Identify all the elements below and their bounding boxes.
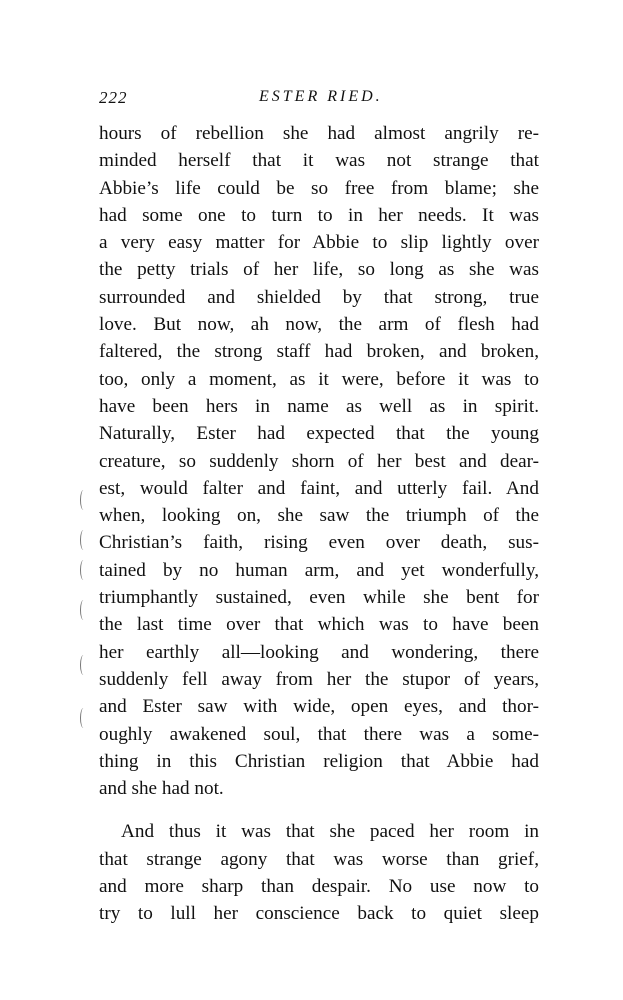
text-line: her earthly all—looking and wondering, there	[99, 641, 539, 663]
text-line: Christian’s faith, rising even over death, sus-	[99, 532, 539, 554]
text-line: Abbie’s life could be so free from blame; she	[99, 177, 539, 199]
body-text	[99, 120, 539, 928]
margin-mark	[80, 655, 87, 675]
text-line: a very easy matter for Abbie to slip lightly over	[99, 232, 539, 254]
text-line: try to lull her conscience back to quiet sleep	[99, 903, 539, 925]
paragraph-1	[99, 120, 539, 802]
text-line: and more sharp than despair. No use now to	[99, 876, 539, 898]
text-line: the last time over that which was to have been	[99, 614, 539, 636]
margin-mark	[80, 560, 87, 580]
paragraph-2	[99, 818, 539, 927]
text-line: suddenly fell away from her the stupor of years,	[99, 668, 539, 690]
text-line: creature, so suddenly shorn of her best and dear-	[99, 450, 539, 472]
margin-mark	[80, 530, 87, 550]
paragraph-gap	[99, 802, 539, 818]
text-line: had some one to turn to in her needs. It was	[99, 204, 539, 226]
text-line: And thus it was that she paced her room in	[121, 821, 539, 843]
text-line: hours of rebellion she had almost angrily re-	[99, 123, 539, 144]
running-title: ESTER RIED.	[259, 88, 383, 105]
text-line: that strange agony that was worse than grief,	[99, 848, 539, 870]
text-line: Naturally, Ester had expected that the young	[99, 423, 539, 445]
text-line: and she had not.	[99, 778, 224, 800]
margin-mark	[80, 708, 87, 728]
text-line: when, looking on, she saw the triumph of the	[99, 505, 539, 527]
text-line: est, would falter and faint, and utterly fail. And	[99, 477, 539, 499]
text-line: minded herself that it was not strange that	[99, 150, 539, 172]
text-line: surrounded and shielded by that strong, true	[99, 286, 539, 308]
margin-mark	[80, 490, 87, 510]
text-line: have been hers in name as well as in spirit.	[99, 395, 539, 417]
text-line: love. But now, ah now, the arm of flesh had	[99, 314, 539, 336]
text-line: tained by no human arm, and yet wonderfully,	[99, 559, 539, 581]
text-line: thing in this Christian religion that Abbie had	[99, 750, 539, 772]
text-line: the petty trials of her life, so long as she was	[99, 259, 539, 281]
text-line: oughly awakened soul, that there was a some-	[99, 723, 539, 745]
margin-mark	[80, 600, 87, 620]
running-head	[99, 88, 539, 110]
text-line: faltered, the strong staff had broken, and broken,	[99, 341, 539, 363]
text-line: and Ester saw with wide, open eyes, and thor-	[99, 696, 539, 718]
page-number: 222	[99, 88, 128, 107]
text-line: too, only a moment, as it were, before it was to	[99, 368, 539, 390]
text-line: triumphantly sustained, even while she bent for	[99, 587, 539, 609]
